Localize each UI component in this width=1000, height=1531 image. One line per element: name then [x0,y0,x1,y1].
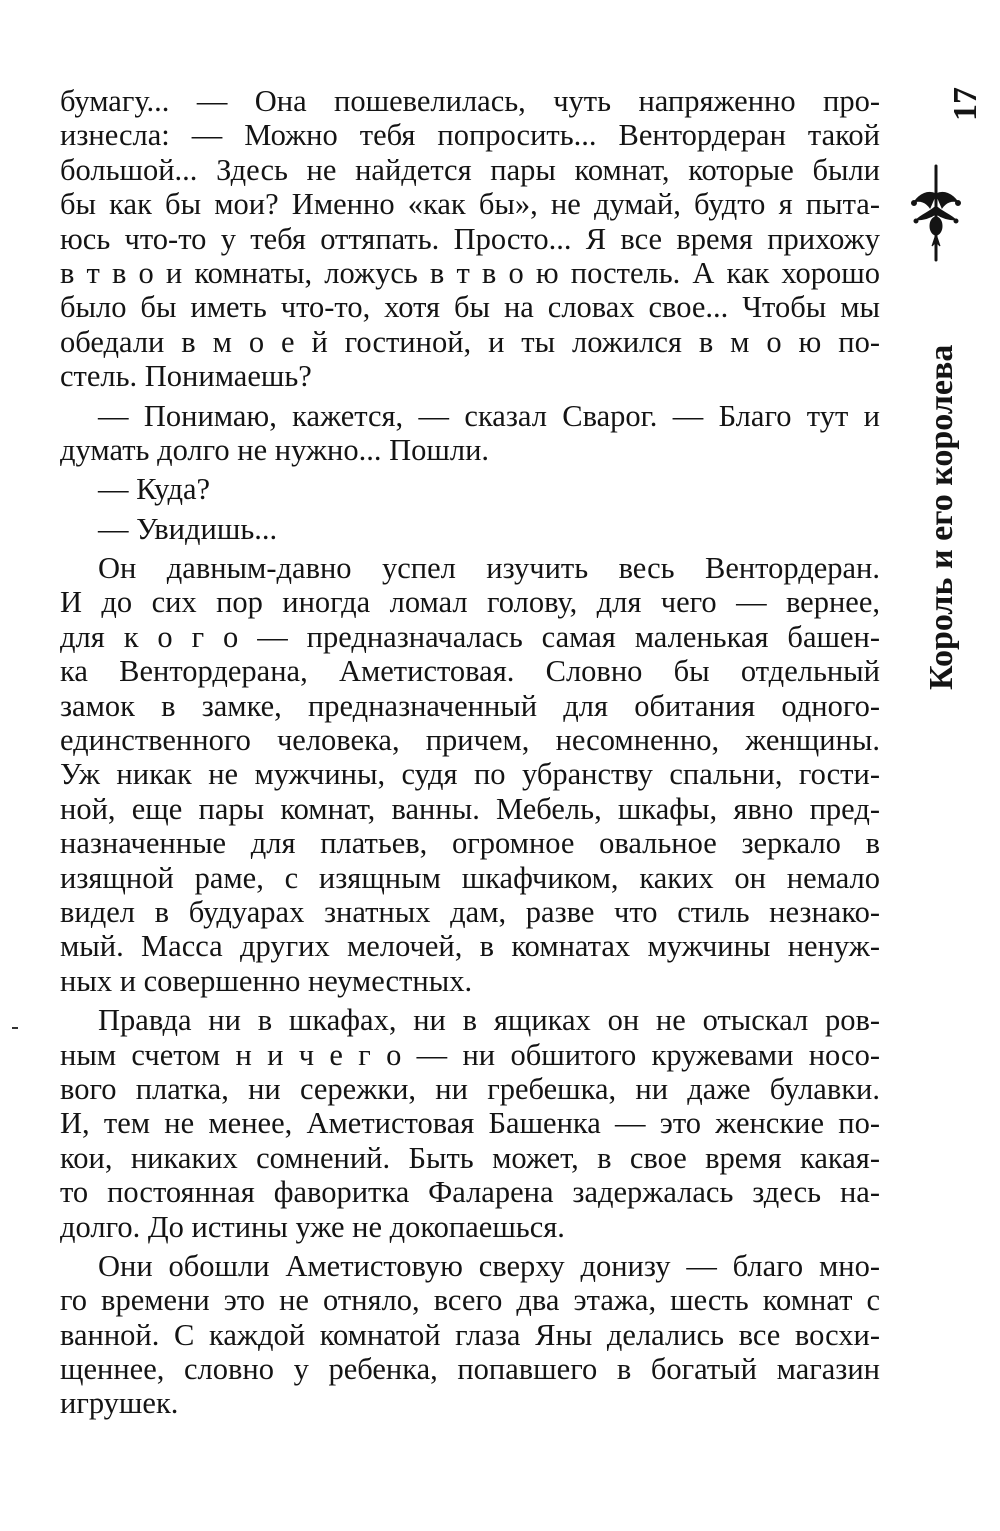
text-line: го времени это не отняло, всего два этажа, шесть комнат с [60,1283,880,1318]
text-line: видел в будуарах знатных дам, разве что стиль незнако- [60,894,880,929]
text-line: бы как бы мои? Именно «как бы», не думай, будто я пыта- [60,187,880,222]
text-line: в т в о и комнаты, ложусь в т в о ю постель. А как хорошо [60,255,880,290]
book-title: Король и его королева [923,344,960,690]
text-line: И, тем не менее, Аметистовая Башенка — это женские по- [60,1106,880,1141]
text-line: щеннее, словно у ребенка, попавшего в богатый магазин [60,1352,880,1387]
text-line: Уж никак не мужчины, судя по убранству спальни, гости- [60,757,880,792]
paragraph [60,551,880,998]
text-line: кои, никаких сомнений. Быть может, в свое время какая- [60,1140,880,1175]
text-line: большой... Здесь не найдется пары комнат, которые были [60,152,880,187]
text-line: стель. Понимаешь? [60,359,312,394]
text-line: ных и совершенно неуместных. [60,963,473,998]
text-line: вого платка, ни сережки, ни гребешка, ни даже булавки. [60,1071,880,1106]
paragraph [60,1003,880,1244]
text-line: замок в замке, предназначенный для обитания одного- [60,688,880,723]
text-line: для к о г о — предназначалась самая маленькая башен- [60,619,880,654]
text-line: то постоянная фаворитка Фаларена задержалась здесь на- [60,1175,880,1210]
text-line: ка Вентордерана, Аметистовая. Словно бы отдельный [60,654,880,689]
paragraph [60,472,880,506]
text-line: — Куда? [98,472,211,507]
text-line: единственного человека, причем, несомненно, женщины. [60,723,880,758]
dagger-ornament-icon [906,164,966,264]
text-line: назначенные для платьев, огромное овальное зеркало в [60,826,880,861]
text-line: изнесла: — Можно тебя попросить... Вентордеран такой [60,118,880,153]
text-line: — Понимаю, кажется, — сказал Сварог. — Благо тут и [98,398,880,433]
paragraph [60,1249,880,1421]
text-line: ванной. С каждой комнатой глаза Яны делались все восхи- [60,1317,880,1352]
text-line: бумагу... — Она пошевелилась, чуть напряженно про- [60,84,880,118]
text-line: было бы иметь что-то, хотя бы на словах свое... Чтобы мы [60,290,880,325]
text-line: долго. До истины уже не докопаешься. [60,1209,565,1244]
text-line: обедали в м о е й гостиной, и ты ложился в м о ю по- [60,324,880,359]
text-line: ной, еще пары комнат, ванны. Мебель, шкафы, явно пред- [60,791,880,826]
text-line: изящной раме, с изящным шкафчиком, каких он немало [60,860,880,895]
margin-mark [12,1027,18,1029]
text-line: думать долго не нужно... Пошли. [60,432,490,467]
body-text [60,84,880,1421]
text-line: игрушек. [60,1386,179,1421]
text-line: Они обошли Аметистовую сверху донизу — благо мно- [98,1248,880,1283]
text-line: Он давным-давно успел изучить весь Вентордеран. [98,551,880,586]
text-line: И до сих пор иногда ломал голову, для чего — вернее, [60,585,880,620]
text-line: юсь что-то у тебя оттяпать. Просто... Я все время прихожу [60,221,880,256]
text-line: ным счетом н и ч е г о — ни обшитого кружевами носо- [60,1037,880,1072]
text-line: — Увидишь... [98,511,278,546]
paragraph [60,399,880,468]
paragraph [60,512,880,546]
paragraph [60,84,880,394]
text-line: Правда ни в шкафах, ни в ящиках он не отыскал ров- [98,1003,880,1038]
text-line: мый. Масса других мелочей, в комнатах мужчины ненуж- [60,929,880,964]
page-number: 17 [947,87,984,121]
